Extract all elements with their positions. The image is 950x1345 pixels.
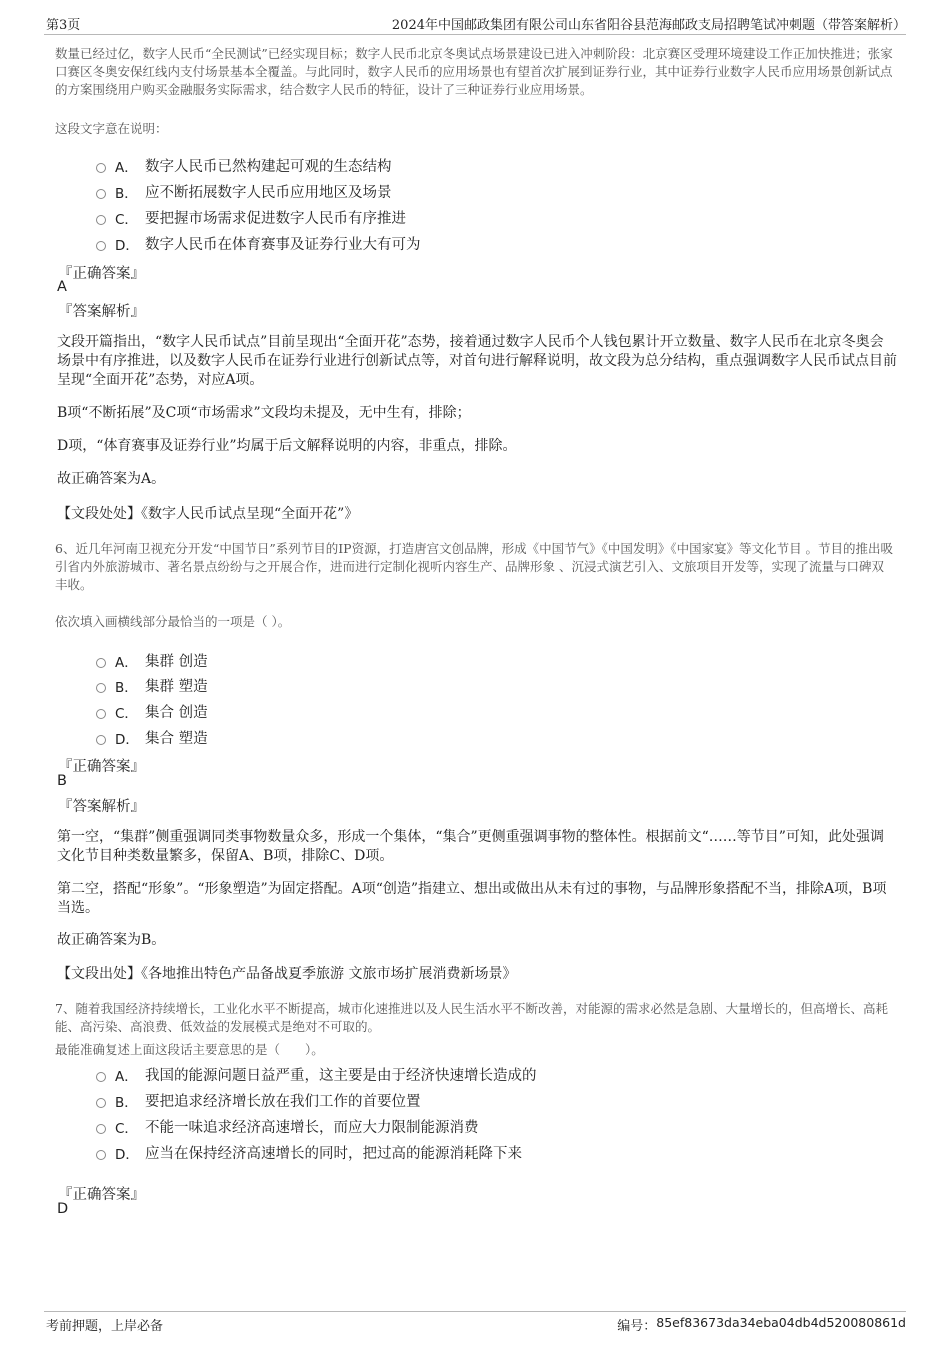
radio-icon[interactable]	[96, 735, 106, 745]
analysis-paragraph: 文段开篇指出，“数字人民币试点”目前呈现出“全面开花”态势，接着通过数字人民币个人钱包累计开立数量、数字人民币在北京冬奥会场景中有序推进，以及数字人民币在证券行业进行创新试点等，对首句进行解释说明，故文段为总分结构，重点强调数字人民币试点目前呈现“全面开花”态势，对应A项。	[57, 334, 897, 388]
answer-value: B	[57, 773, 67, 789]
passage-text: 数量已经过亿，数字人民币“全民测试”已经实现目标；数字人民币北京冬奥试点场景建设已进入冲刺阶段：北京赛区受理环境建设工作正加快推进；张家口赛区冬奥安保红线内支付场景基本全覆盖。与此同时，数字人民币的应用场景也有望首次扩展到证券行业，其中证券行业数字人民币应用场景创新试点的方案围绕用户购买金融服务实际需求，结合数字人民币的特征，设计了三种证券行业应用场景。	[55, 46, 893, 97]
source-citation: 【文段处处】《数字人民币试点呈现“全面开花”》	[57, 506, 359, 522]
radio-icon[interactable]	[96, 1150, 106, 1160]
analysis-label: 『答案解析』	[58, 304, 145, 320]
option-b[interactable]: B． 应不断拓展数字人民币应用地区及场景	[96, 181, 392, 202]
option-c[interactable]: C． 要把握市场需求促进数字人民币有序推进	[96, 207, 406, 228]
analysis-label: 『答案解析』	[58, 799, 145, 815]
answer-value: A	[57, 279, 67, 295]
radio-icon[interactable]	[96, 658, 106, 668]
analysis-paragraph: 第二空，搭配“形象”。“形象塑造”为固定搭配。A项“创造”指建立、想出或做出从未有过的事物，与品牌形象搭配不当，排除A项，B项当选。	[57, 881, 887, 916]
document-title: 2024年中国邮政集团有限公司山东省阳谷县范海邮政支局招聘笔试冲刺题（带答案解析）	[391, 18, 906, 33]
footer-slogan: 考前押题，上岸必备	[46, 1319, 164, 1334]
answer-label: 『正确答案』	[58, 1187, 145, 1203]
answer-label: 『正确答案』	[58, 759, 145, 775]
radio-icon[interactable]	[96, 215, 106, 225]
question-prompt: 最能准确复述上面这段话主要意思的是（ ）。	[55, 1042, 324, 1057]
analysis-paragraph: D项，“体育赛事及证券行业”均属于后文解释说明的内容，非重点，排除。	[57, 438, 517, 454]
radio-icon[interactable]	[96, 709, 106, 719]
analysis-paragraph: 故正确答案为B。	[57, 932, 166, 948]
answer-label: 『正确答案』	[58, 266, 145, 282]
code-label: 编号：	[617, 1319, 657, 1334]
answer-value: D	[57, 1201, 69, 1217]
question-stem: 6、近几年河南卫视充分开发“中国节日”系列节目的IP资源，打造唐宫文创品牌，形成《中国节气》《中国发明》《中国家宴》等文化节目 。节目的推出吸引省内外旅游城市、著名景点纷纷与之开展合作，进而进行定制化视听内容生产、品牌形象 、沉浸式演艺引入、文旅项目开发等，实现了流量与口碑双丰收。	[55, 541, 894, 592]
option-a[interactable]: A． 集群 创造	[96, 650, 208, 671]
header-divider	[44, 34, 906, 35]
option-c[interactable]: C． 不能一味追求经济高速增长，而应大力限制能源消费	[96, 1116, 479, 1137]
question-stem: 7、随着我国经济持续增长，工业化水平不断提高，城市化速推进以及人民生活水平不断改善，对能源的需求必然是急剧、大量增长的，但高增长、高耗能、高污染、高浪费、低效益的发展模式是绝对不可取的。	[55, 1001, 888, 1034]
page-number: 第3页	[46, 18, 81, 33]
option-d[interactable]: D． 集合 塑造	[96, 727, 208, 748]
source-citation: 【文段出处】《各地推出特色产品备战夏季旅游 文旅市场扩展消费新场景》	[57, 966, 517, 982]
question-prompt: 依次填入画横线部分最恰当的一项是（ ）。	[55, 614, 291, 629]
radio-icon[interactable]	[96, 241, 106, 251]
code-value: 85ef83673da34eba04db4d520080861d	[656, 1315, 906, 1330]
option-b[interactable]: B． 集群 塑造	[96, 675, 208, 696]
footer-divider	[44, 1311, 906, 1312]
option-d[interactable]: D． 数字人民币在体育赛事及证券行业大有可为	[96, 233, 421, 254]
analysis-paragraph: B项“不断拓展”及C项“市场需求”文段均未提及，无中生有，排除；	[57, 405, 471, 421]
footer-code	[617, 1315, 906, 1334]
analysis-paragraph: 第一空，“集群”侧重强调同类事物数量众多，形成一个集体，“集合”更侧重强调事物的整体性。根据前文“……等节目”可知，此处强调文化节目种类数量繁多，保留A、B项，排除C、D项。	[57, 829, 884, 864]
radio-icon[interactable]	[96, 683, 106, 693]
question-prompt: 这段文字意在说明：	[55, 121, 168, 136]
option-d[interactable]: D． 应当在保持经济高速增长的同时，把过高的能源消耗降下来	[96, 1142, 522, 1163]
radio-icon[interactable]	[96, 1124, 106, 1134]
option-c[interactable]: C． 集合 创造	[96, 701, 208, 722]
radio-icon[interactable]	[96, 1072, 106, 1082]
radio-icon[interactable]	[96, 163, 106, 173]
radio-icon[interactable]	[96, 1098, 106, 1108]
radio-icon[interactable]	[96, 189, 106, 199]
option-a[interactable]: A． 数字人民币已然构建起可观的生态结构	[96, 155, 392, 176]
analysis-paragraph: 故正确答案为A。	[57, 471, 166, 487]
option-a[interactable]: A． 我国的能源问题日益严重，这主要是由于经济快速增长造成的	[96, 1064, 537, 1085]
option-b[interactable]: B． 要把追求经济增长放在我们工作的首要位置	[96, 1090, 421, 1111]
